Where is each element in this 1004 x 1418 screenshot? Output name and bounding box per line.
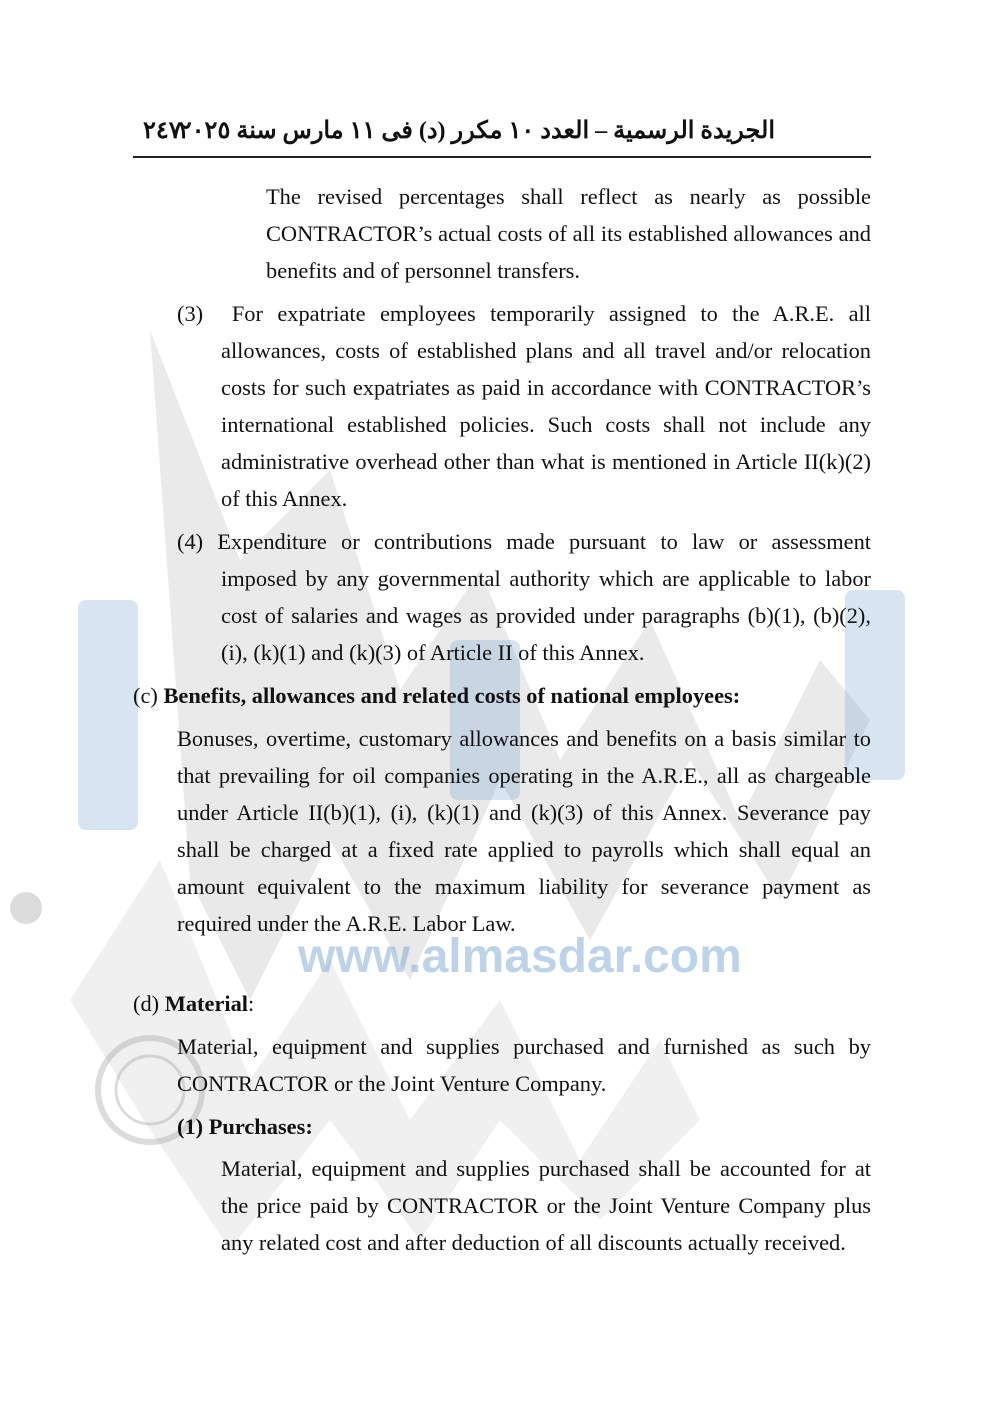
item-3 xyxy=(177,295,871,517)
item-4-text: Expenditure or contributions made pursuant to law or assessment imposed by any governmental authority which are applicable to labor cost of salaries and wages as provided under paragraphs (b)(1), (b)(2), (i), (k)(1) and (k)(3) of Article II of this Annex. xyxy=(217,529,871,665)
section-d-colon: : xyxy=(248,991,255,1016)
subsection-d1-text: Material, equipment and supplies purchased shall be accounted for at the price paid by CONTRACTOR or the Joint Venture Company plus any related cost and after deduction of all discounts actually received. xyxy=(221,1156,871,1255)
item-3-text: For expatriate employees temporarily assigned to the A.R.E. all allowances, costs of established plans and all travel and/or relocation costs for such expatriates as paid in accordance with CONTRACTOR’s international established policies. Such costs shall not include any administrative overhead other than what is mentioned in Article II(k)(2) of this Annex. xyxy=(221,301,871,511)
section-c-text: Bonuses, overtime, customary allowances and benefits on a basis similar to that prevailing for oil companies operating in the A.R.E., all as chargeable under Article II(b)(1), (i), (k)(1) and (k)(3) of this Annex. Severance pay shall be charged at a fixed rate applied to payrolls which shall equal an amount equivalent to the maximum liability for severance payment as required under the A.R.E. Labor Law. xyxy=(177,726,871,936)
gazette-title: الجريدة الرسمية – العدد ١٠ مكرر (د) فى ١١ مارس سنة ٢٠٢٥ xyxy=(178,118,775,144)
page-number: ٢٤٧ xyxy=(143,118,182,144)
item-4-marker: (4) xyxy=(177,529,204,554)
section-c-title: Benefits, allowances and related costs of national employees: xyxy=(163,683,741,708)
item-4 xyxy=(177,523,871,671)
section-d-title: Material xyxy=(164,991,249,1016)
section-d-text: Material, equipment and supplies purchased and furnished as such by CONTRACTOR or the Joint Venture Company. xyxy=(177,1034,871,1096)
page-header xyxy=(133,112,871,158)
section-c-marker: (c) xyxy=(133,683,158,708)
section-d-marker: (d) xyxy=(133,991,160,1016)
watermark-text: www.almasdar.com xyxy=(298,930,742,983)
paragraph-revised-percentages: The revised percentages shall reflect as nearly as possible CONTRACTOR’s actual costs of all its established allowances and benefits and of personnel transfers. xyxy=(266,184,871,283)
item-3-marker: (3) xyxy=(177,301,204,326)
section-d-heading xyxy=(133,985,871,1022)
subsection-d1-heading xyxy=(177,1108,871,1145)
subsection-d1-title: (1) Purchases: xyxy=(177,1114,313,1139)
section-c-heading xyxy=(133,677,871,714)
